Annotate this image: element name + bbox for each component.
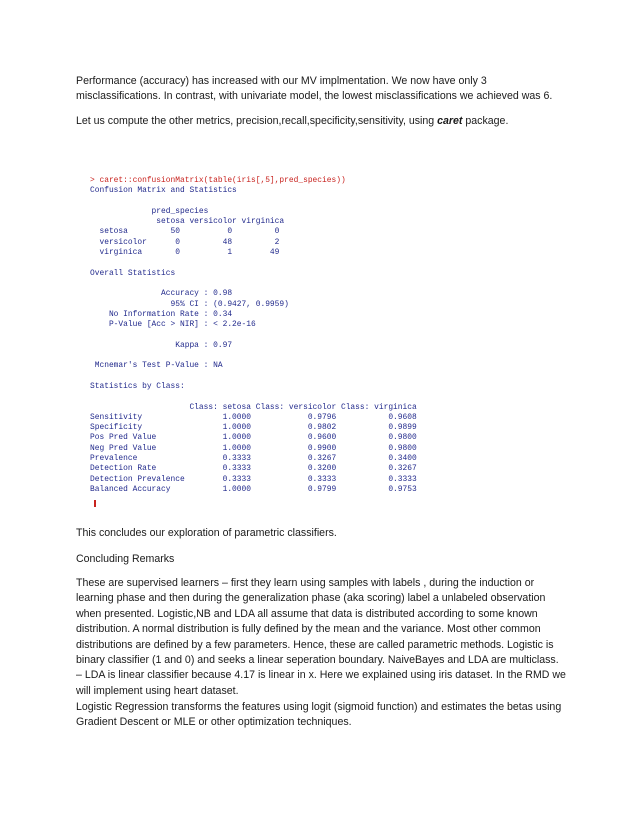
remarks-paragraph: These are supervised learners – first they learn using samples with labels , during the induction or learning phase and then during the generalization phase (aka scoring) label a unlabeled observation when presented. Logistic,NB and LDA all assume that data is distributed according to some known distribution. A normal distribution is fully defined by the mean and the variance. Most other common distributions are defined by a few parameters. Hence, these are called parametric methods. Logistic is binary classifier (1 and 0) and seeks a linear seperation boundary. NaiveBayes and LDA are multiclass. – LDA is linear classifier because 4.17 is linear in x. Here we explained using iris dataset. In the RMD we will implement using heart dataset. <box>76 577 566 697</box>
console-line: No Information Rate : 0.34 <box>90 309 233 319</box>
conclusion-paragraph: This concludes our exploration of parametric classifiers. <box>76 527 337 539</box>
console-line: 95% CI : (0.9427, 0.9959) <box>90 299 289 309</box>
console-line: setosa 50 0 0 <box>90 227 280 237</box>
console-line: Specificity 1.0000 0.9802 0.9899 <box>90 423 417 433</box>
console-line: Detection Rate 0.3333 0.3200 0.3267 <box>90 464 417 474</box>
console-line: Class: setosa Class: versicolor Class: virginica <box>90 402 417 412</box>
console-line: virginica 0 1 49 <box>90 248 280 258</box>
console-command: > caret::confusionMatrix(table(iris[,5],pred_species)) <box>90 176 346 185</box>
console-line: Confusion Matrix and Statistics <box>90 186 237 196</box>
console-line <box>90 279 452 289</box>
console-line <box>90 351 452 361</box>
console-line: Statistics by Class: <box>90 381 185 391</box>
console-line: Detection Prevalence 0.3333 0.3333 0.3333 <box>90 474 417 484</box>
console-line: Overall Statistics <box>90 268 176 278</box>
console-line: Sensitivity 1.0000 0.9796 0.9608 <box>90 412 417 422</box>
logistic-paragraph: Logistic Regression transforms the features using logit (sigmoid function) and estimates the betas using Gradient Descent or MLE or other optimization techniques. <box>76 701 562 729</box>
console-line <box>90 372 452 382</box>
console-line <box>90 392 452 402</box>
console-line: Neg Pred Value 1.0000 0.9900 0.9800 <box>90 443 417 453</box>
console-line: Balanced Accuracy 1.0000 0.9799 0.9753 <box>90 484 417 494</box>
console-output <box>90 186 452 495</box>
console-line <box>90 258 452 268</box>
intro-paragraph: Performance (accuracy) has increased with our MV implmentation. We now have only 3 misclassifications. In contrast, with univariate model, the lowest misclassifications we achieved was 6. <box>76 75 553 103</box>
console-line: Kappa : 0.97 <box>90 340 233 350</box>
console-line: P-Value [Acc > NIR] : < 2.2e-16 <box>90 320 256 330</box>
console-line: Pos Pred Value 1.0000 0.9600 0.9800 <box>90 433 417 443</box>
console-line: Accuracy : 0.98 <box>90 289 233 299</box>
caret-package-name: caret <box>437 115 463 127</box>
console-line: Prevalence 0.3333 0.3267 0.3400 <box>90 454 417 464</box>
r-console-screenshot <box>90 176 452 512</box>
metrics-text-after: package. <box>462 115 509 127</box>
console-line: versicolor 0 48 2 <box>90 237 280 247</box>
console-line <box>90 330 452 340</box>
console-cursor <box>94 500 96 507</box>
console-line <box>90 197 452 207</box>
section-heading: Concluding Remarks <box>76 553 175 565</box>
console-line: pred_species <box>90 206 209 216</box>
metrics-text-before: Let us compute the other metrics, precision,recall,specificity,sensitivity, using <box>76 115 438 127</box>
console-line: setosa versicolor virginica <box>90 217 285 227</box>
metrics-paragraph <box>76 114 566 129</box>
console-line: Mcnemar's Test P-Value : NA <box>90 361 223 371</box>
